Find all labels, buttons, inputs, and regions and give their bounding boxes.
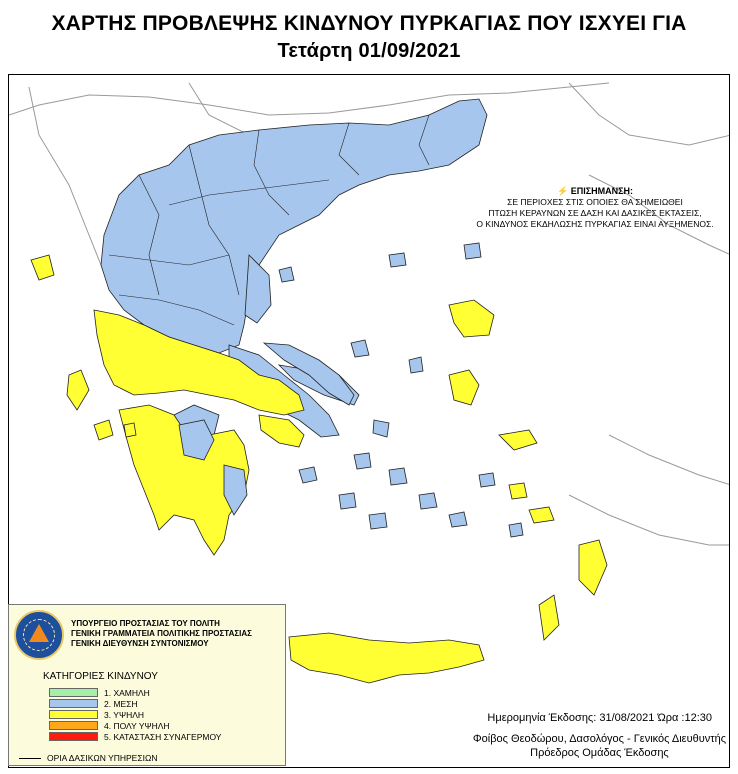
legend-label-alarm: 5. ΚΑΤΑΣΤΑΣΗ ΣΥΝΑΓΕΡΜΟΥ [104,731,222,742]
lightning-notice [455,186,735,230]
org-line-1: ΥΠΟΥΡΓΕΙΟ ΠΡΟΣΤΑΣΙΑΣ ΤΟΥ ΠΟΛΙΤΗ [71,619,220,628]
notice-line-3: Ο ΚΙΝΔΥΝΟΣ ΕΚΔΗΛΩΣΗΣ ΠΥΡΚΑΓΙΑΣ ΕΙΝΑΙ ΑΥΞΗΜΕΝΟΣ. [476,219,714,229]
swatch-very-high [49,721,98,730]
map-title: ΧΑΡΤΗΣ ΠΡΟΒΛΕΨΗΣ ΚΙΝΔΥΝΟΥ ΠΥΡΚΑΓΙΑΣ ΠΟΥ ΙΣΧΥΕΙ ΓΙΑ [51,12,687,35]
legend-label-low: 1. ΧΑΜΗΛΗ [104,687,150,698]
legend-label-medium: 2. ΜΕΣΗ [104,698,138,709]
notice-line-2: ΠΤΩΣΗ ΚΕΡΑΥΝΩΝ ΣΕ ΔΑΣΗ ΚΑΙ ΔΑΣΙΚΕΣ ΕΚΤΑΣΕΙΣ, [488,208,702,218]
forest-boundaries-label: ΟΡΙΑ ΔΑΣΙΚΩΝ ΥΠΗΡΕΣΙΩΝ [47,753,158,763]
author-line-1: Φοίβος Θεοδώρου, Δασολόγος - Γενικός Διευθυντής [472,733,726,745]
legend-item-high [49,709,221,720]
legend-forest-boundaries [19,753,157,763]
swatch-alarm [49,732,98,741]
boundary-line-symbol [19,758,41,759]
crete-high [289,633,484,683]
org-line-3: ΓΕΝΙΚΗ ΔΙΕΥΘΥΝΣΗ ΣΥΝΤΟΝΙΣΜΟΥ [71,639,209,648]
legend-label-very-high: 4. ΠΟΛΥ ΥΨΗΛΗ [104,720,170,731]
risk-categories-title: ΚΑΤΗΓΟΡΙΕΣ ΚΙΝΔΥΝΟΥ [43,671,158,682]
swatch-medium [49,699,98,708]
legend-item-low [49,687,221,698]
legend-item-medium [49,698,221,709]
legend-label-high: 3. ΥΨΗΛΗ [104,709,145,720]
legend-item-very-high [49,720,221,731]
civil-protection-logo-icon [14,610,64,660]
org-line-2: ΓΕΝΙΚΗ ΓΡΑΜΜΑΤΕΙΑ ΠΟΛΙΤΙΚΗΣ ΠΡΟΣΤΑΣΙΑΣ [71,629,252,638]
issue-date: Ημερομηνία Έκδοσης: 31/08/2021 Ώρα :12:30 [487,712,712,724]
legend-item-alarm [49,731,221,742]
notice-line-1: ΣΕ ΠΕΡΙΟΧΕΣ ΣΤΙΣ ΟΠΟΙΕΣ ΘΑ ΣΗΜΕΙΩΘΕΙ [507,197,683,207]
legend-panel [8,604,286,766]
author-line-2: Πρόεδρος Ομάδας Έκδοσης [530,747,669,759]
organization-block [71,619,252,649]
risk-categories-list [49,687,221,742]
notice-heading: ΕΠΙΣΗΜΑΝΣΗ: [570,186,634,196]
map-date: Τετάρτη 01/09/2021 [277,40,461,62]
swatch-low [49,688,98,697]
issue-author [473,732,726,760]
swatch-high [49,710,98,719]
aegean-islands-high [449,300,607,640]
lightning-icon: ⚡ [556,186,569,196]
